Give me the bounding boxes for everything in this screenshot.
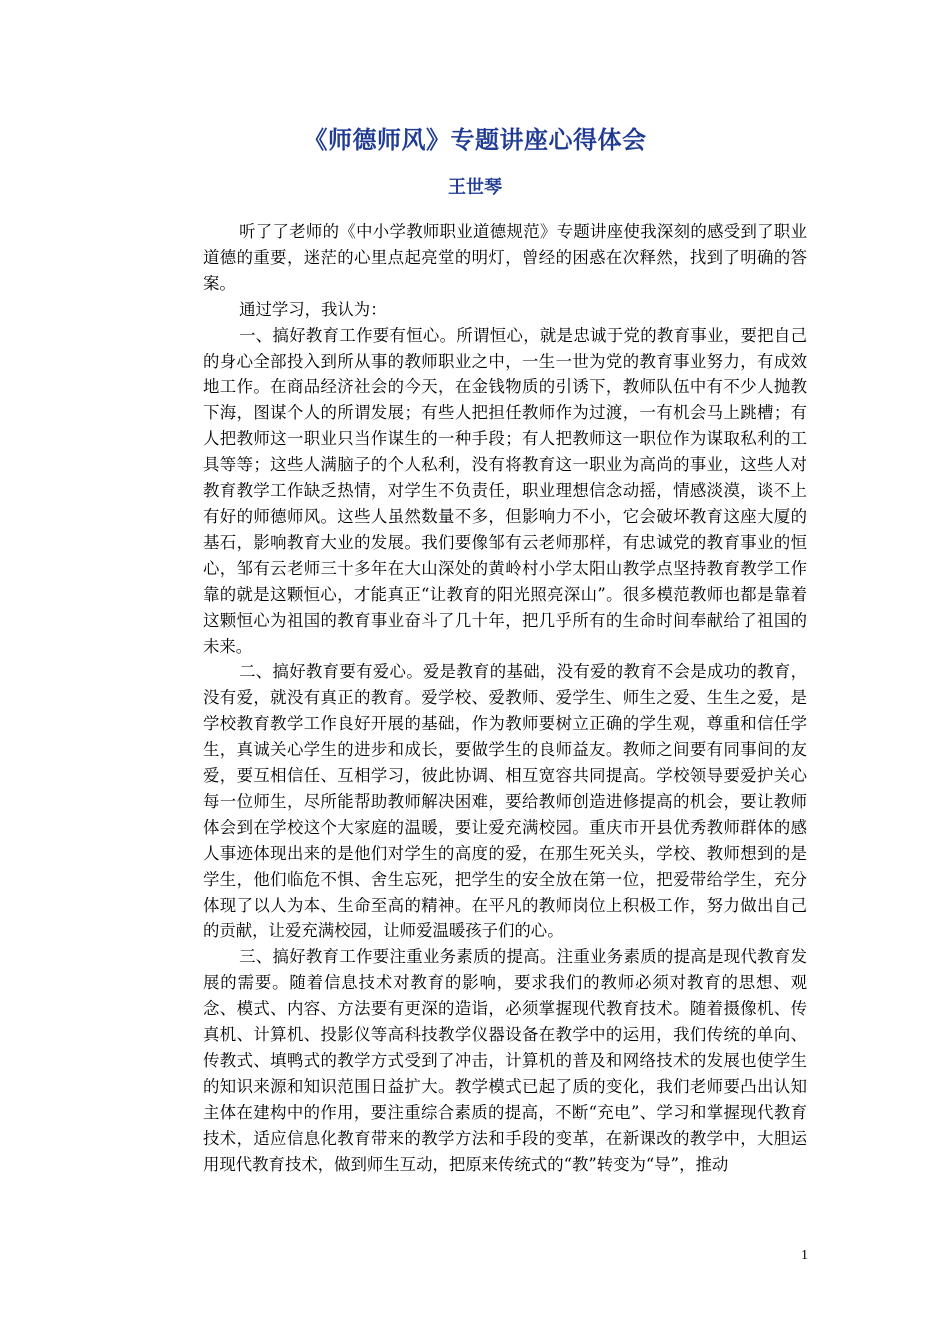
paragraph-intro: 听了了老师的《中小学教师职业道德规范》专题讲座使我深刻的感受到了职业道德的重要，迷茫的心里点起亮堂的明灯，曾经的困惑在次释然，找到了明确的答案。	[203, 222, 807, 293]
document-body	[203, 219, 807, 1178]
paragraph-point-two: 二、搞好教育要有爱心。爱是教育的基础，没有爱的教育不会是成功的教育，没有爱，就没有真正的教育。爱学校、爱教师、爱学生、师生之爱、生生之爱，是学校教育教学工作良好开展的基础，作为教师要树立正确的学生观，尊重和信任学生，真诚关心学生的进步和成长，要做学生的良师益友。教师之间要有同事间的友爱，要互相信任、互相学习，彼此协调、相互宽容共同提高。学校领导要爱护关心每一位师生，尽所能帮助教师解决困难，要给教师创造进修提高的机会，要让教师体会到在学校这个大家庭的温暖，要让爱充满校园。重庆市开县优秀教师群体的感人事迹体现出来的是他们对学生的高度的爱，在那生死关头，学校、教师想到的是学生，他们临危不惧、舍生忘死，把学生的安全放在第一位，把爱带给学生，充分体现了以人为本、生命至高的精神。在平凡的教师岗位上积极工作，努力做出自己的贡献，让爱充满校园，让师爱温暖孩子们的心。	[203, 662, 807, 941]
paragraph-point-one: 一、搞好教育工作要有恒心。所谓恒心，就是忠诚于党的教育事业，要把自己的身心全部投入到所从事的教师职业之中，一生一世为党的教育事业努力，有成效地工作。在商品经济社会的今天，在金钱物质的引诱下，教师队伍中有不少人抛教下海，图谋个人的所谓发展；有些人把担任教师作为过渡，一有机会马上跳槽；有人把教师这一职业只当作谋生的一种手段；有人把教师这一职位作为谋取私利的工具等等；这些人满脑子的个人私利，没有将教育这一职业为高尚的事业，这些人对教育教学工作缺乏热情，对学生不负责任，职业理想信念动摇，情感淡漠，谈不上有好的师德师风。这些人虽然数量不多，但影响力不小，它会破坏教育这座大厦的基石，影响教育大业的发展。我们要像邹有云老师那样，有忠诚党的教育事业的恒心，邹有云老师三十多年在大山深处的黄岭村小学太阳山教学点坚持教育教学工作靠的就是这颗恒心，才能真正“让教育的阳光照亮深山”。很多模范教师也都是靠着这颗恒心为祖国的教育事业奋斗了几十年，把几乎所有的生命时间奉献给了祖国的未来。	[203, 325, 807, 656]
paragraph-point-three: 三、搞好教育工作要注重业务素质的提高。注重业务素质的提高是现代教育发展的需要。随着信息技术对教育的影响，要求我们的教师必须对教育的思想、观念、模式、内容、方法要有更深的造诣，必须掌握现代教育技术。随着摄像机、传真机、计算机、投影仪等高科技教学仪器设备在教学中的运用，我们传统的单向、传教式、填鸭式的教学方式受到了冲击，计算机的普及和网络技术的发展也使学生的知识来源和知识范围日益扩大。教学模式已起了质的变化，我们老师要凸出认知主体在建构中的作用，要注重综合素质的提高，不断“充电”、学习和掌握现代教育技术，适应信息化教育带来的教学方法和手段的变革，在新课改的教学中，大胆运用现代教育技术，做到师生互动，把原来传统式的“教”转变为“导”，推动	[203, 947, 807, 1174]
paragraph-lead: 通过学习，我认为：	[239, 299, 387, 319]
page-number: 1	[801, 1248, 808, 1263]
document-title: 《师德师风》专题讲座心得体会	[303, 126, 647, 154]
author-name: 王世琴	[448, 177, 502, 198]
